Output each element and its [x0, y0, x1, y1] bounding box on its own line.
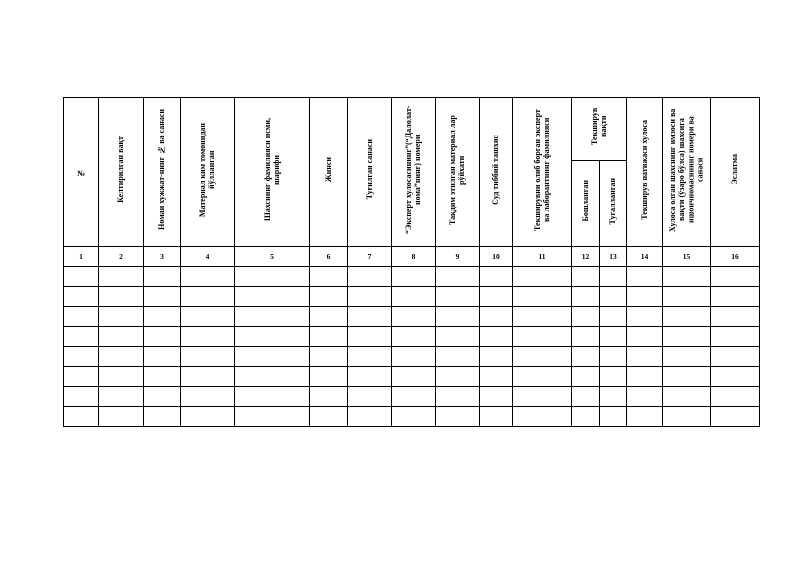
- table-cell: [392, 367, 436, 387]
- table-cell: [627, 387, 663, 407]
- table-cell: [513, 287, 572, 307]
- table-cell: [310, 407, 348, 427]
- table-cell: [711, 287, 760, 307]
- table-cell: [144, 387, 181, 407]
- table-cell: [600, 387, 627, 407]
- table-cell: [480, 287, 513, 307]
- header-note: Эслатма: [730, 154, 740, 185]
- header-cell-expert: [392, 98, 436, 247]
- column-number: 10: [480, 247, 513, 267]
- table-cell: [144, 327, 181, 347]
- table-cell: [711, 347, 760, 367]
- column-number: 6: [310, 247, 348, 267]
- column-number: 13: [600, 247, 627, 267]
- table-cell: [480, 367, 513, 387]
- table-cell: [711, 267, 760, 287]
- table-cell: [235, 287, 310, 307]
- table-cell: [572, 347, 600, 367]
- table-cell: [436, 407, 480, 427]
- table-cell: [144, 267, 181, 287]
- table-cell: [99, 327, 144, 347]
- table-cell: [181, 267, 235, 287]
- table-cell: [663, 347, 711, 367]
- header-expert-conclusion: “Эксперт хулосасининг”(“Далолат-нома”нинг) номери: [404, 105, 423, 234]
- column-number: 11: [513, 247, 572, 267]
- table-cell: [181, 407, 235, 427]
- table-cell: [711, 367, 760, 387]
- table-cell: [64, 367, 99, 387]
- table-cell: [600, 367, 627, 387]
- header-cell-materials: [436, 98, 480, 247]
- table-cell: [392, 347, 436, 367]
- table-cell: [663, 307, 711, 327]
- table-cell: [181, 347, 235, 367]
- table-cell: [392, 307, 436, 327]
- table-cell: [99, 287, 144, 307]
- table-cell: [99, 367, 144, 387]
- table-cell: [513, 327, 572, 347]
- table-row: [64, 387, 760, 407]
- column-number: 4: [181, 247, 235, 267]
- table-cell: [392, 407, 436, 427]
- table-cell: [513, 347, 572, 367]
- table-cell: [572, 287, 600, 307]
- table-cell: [436, 287, 480, 307]
- table-cell: [572, 307, 600, 327]
- table-cell: [392, 287, 436, 307]
- table-cell: [572, 267, 600, 287]
- table-cell: [711, 307, 760, 327]
- table-cell: [627, 307, 663, 327]
- table-cell: [513, 367, 572, 387]
- table-row: [64, 287, 760, 307]
- column-number: 12: [572, 247, 600, 267]
- subheader-cell-end: [600, 161, 627, 247]
- column-number: 8: [392, 247, 436, 267]
- table-cell: [711, 407, 760, 427]
- table-cell: [600, 267, 627, 287]
- header-cell-doc: [144, 98, 181, 247]
- table-cell: [513, 387, 572, 407]
- column-number: 2: [99, 247, 144, 267]
- table-cell: [99, 387, 144, 407]
- table-cell: [480, 407, 513, 427]
- table-cell: [99, 267, 144, 287]
- header-document-number: Номаи хужжат-нинг № ва санаси: [157, 109, 167, 230]
- table-cell: [600, 327, 627, 347]
- table-cell: [711, 327, 760, 347]
- header-cell-sender: [181, 98, 235, 247]
- table-cell: [348, 267, 392, 287]
- table-cell: [235, 307, 310, 327]
- subheader-start: Бошланган: [580, 180, 590, 222]
- table-row: [64, 367, 760, 387]
- table-cell: [480, 307, 513, 327]
- header-cell-diagnosis: [480, 98, 513, 247]
- column-number: 14: [627, 247, 663, 267]
- column-number: 1: [64, 247, 99, 267]
- header-sender: Материал ким томонидан йўлланган: [198, 122, 217, 217]
- table-cell: [310, 387, 348, 407]
- table-cell: [627, 267, 663, 287]
- header-cell-exam-time: [572, 98, 627, 161]
- table-cell: [310, 367, 348, 387]
- table-cell: [144, 347, 181, 367]
- header-diagnosis: Суд тиббий ташхис: [491, 134, 501, 205]
- table-cell: [627, 367, 663, 387]
- table-cell: [392, 327, 436, 347]
- table-cell: [572, 407, 600, 427]
- table-cell: [64, 327, 99, 347]
- table-cell: [572, 327, 600, 347]
- table-cell: [235, 347, 310, 367]
- table-cell: [99, 307, 144, 327]
- table-cell: [348, 327, 392, 347]
- column-number: 5: [235, 247, 310, 267]
- table-cell: [144, 307, 181, 327]
- register-body: [64, 267, 760, 427]
- header-row: [64, 98, 760, 161]
- table-cell: [310, 307, 348, 327]
- register-table: [63, 97, 760, 427]
- header-materials: Тақдим этилган материал лар рўйхати: [448, 114, 467, 225]
- table-cell: [480, 327, 513, 347]
- header-cell-person: [235, 98, 310, 247]
- table-cell: [663, 267, 711, 287]
- table-row: [64, 347, 760, 367]
- table-cell: [181, 307, 235, 327]
- subheader-end: Тугалланган: [608, 177, 618, 225]
- header-cell-birth: [348, 98, 392, 247]
- table-cell: [235, 387, 310, 407]
- column-number: 9: [436, 247, 480, 267]
- table-cell: [663, 287, 711, 307]
- table-cell: [627, 407, 663, 427]
- header-cell-signature: [663, 98, 711, 247]
- header-result: Текширув натижаси хулоса: [639, 119, 649, 220]
- table-cell: [513, 307, 572, 327]
- table-cell: [600, 407, 627, 427]
- table-cell: [392, 267, 436, 287]
- table-cell: [480, 347, 513, 367]
- table-cell: [64, 287, 99, 307]
- column-number: 16: [711, 247, 760, 267]
- header-cell-gender: [310, 98, 348, 247]
- table-cell: [181, 367, 235, 387]
- table-cell: [348, 367, 392, 387]
- header-examiner: Текширувни олиб борган эксперт ва лаборантнинг фамилияси: [532, 108, 551, 231]
- table-cell: [235, 327, 310, 347]
- header-cell-number: [64, 98, 99, 247]
- table-cell: [627, 287, 663, 307]
- table-cell: [392, 387, 436, 407]
- header-cell-result: [627, 98, 663, 247]
- table-cell: [144, 287, 181, 307]
- table-cell: [348, 287, 392, 307]
- table-cell: [310, 267, 348, 287]
- header-person-name: Шахснинг фамилияси исми, шарифи: [262, 118, 281, 221]
- table-cell: [235, 267, 310, 287]
- table-row: [64, 327, 760, 347]
- column-number: 7: [348, 247, 392, 267]
- table-cell: [572, 367, 600, 387]
- table-cell: [663, 387, 711, 407]
- column-number: 15: [663, 247, 711, 267]
- table-cell: [64, 347, 99, 367]
- table-row: [64, 307, 760, 327]
- table-cell: [348, 347, 392, 367]
- table-cell: [181, 327, 235, 347]
- table-cell: [310, 347, 348, 367]
- table-cell: [144, 367, 181, 387]
- table-cell: [181, 287, 235, 307]
- table-cell: [181, 387, 235, 407]
- table-cell: [64, 387, 99, 407]
- table-cell: [348, 407, 392, 427]
- table-cell: [348, 307, 392, 327]
- header-signature: Хулоса олган шахснинг имзоси ва вақти (ўзаро бўлса) шахсига ишончномасининг номери ва санаси: [668, 107, 705, 232]
- table-cell: [663, 407, 711, 427]
- table-cell: [711, 387, 760, 407]
- header-cell-examiner: [513, 98, 572, 247]
- table-cell: [480, 387, 513, 407]
- header-cell-arrival: [99, 98, 144, 247]
- table-cell: [235, 367, 310, 387]
- subheader-cell-start: [572, 161, 600, 247]
- table-cell: [513, 267, 572, 287]
- table-cell: [436, 387, 480, 407]
- table-cell: [436, 367, 480, 387]
- header-gender: Жинси: [323, 156, 333, 183]
- table-cell: [572, 387, 600, 407]
- table-cell: [64, 407, 99, 427]
- table-cell: [436, 307, 480, 327]
- table-cell: [99, 407, 144, 427]
- table-row: [64, 407, 760, 427]
- table-cell: [348, 387, 392, 407]
- column-number: 3: [144, 247, 181, 267]
- header-birth-date: Туғилган санаси: [364, 139, 374, 200]
- header-exam-time: Текширув вақти: [589, 107, 608, 146]
- table-cell: [627, 347, 663, 367]
- header-arrival-time: Келтирилган вақт: [116, 136, 126, 203]
- table-cell: [600, 347, 627, 367]
- table-cell: [627, 327, 663, 347]
- table-cell: [310, 327, 348, 347]
- table-cell: [99, 347, 144, 367]
- header-cell-note: [711, 98, 760, 247]
- table-row: [64, 267, 760, 287]
- table-cell: [480, 267, 513, 287]
- table-cell: [513, 407, 572, 427]
- table-cell: [436, 267, 480, 287]
- table-cell: [310, 287, 348, 307]
- table-cell: [436, 327, 480, 347]
- table-cell: [436, 347, 480, 367]
- table-cell: [663, 367, 711, 387]
- header-number: №: [76, 169, 86, 178]
- table-cell: [144, 407, 181, 427]
- table-cell: [64, 307, 99, 327]
- table-cell: [235, 407, 310, 427]
- table-cell: [600, 307, 627, 327]
- table-cell: [600, 287, 627, 307]
- table-cell: [663, 327, 711, 347]
- column-number-row: [64, 247, 760, 267]
- table-cell: [64, 267, 99, 287]
